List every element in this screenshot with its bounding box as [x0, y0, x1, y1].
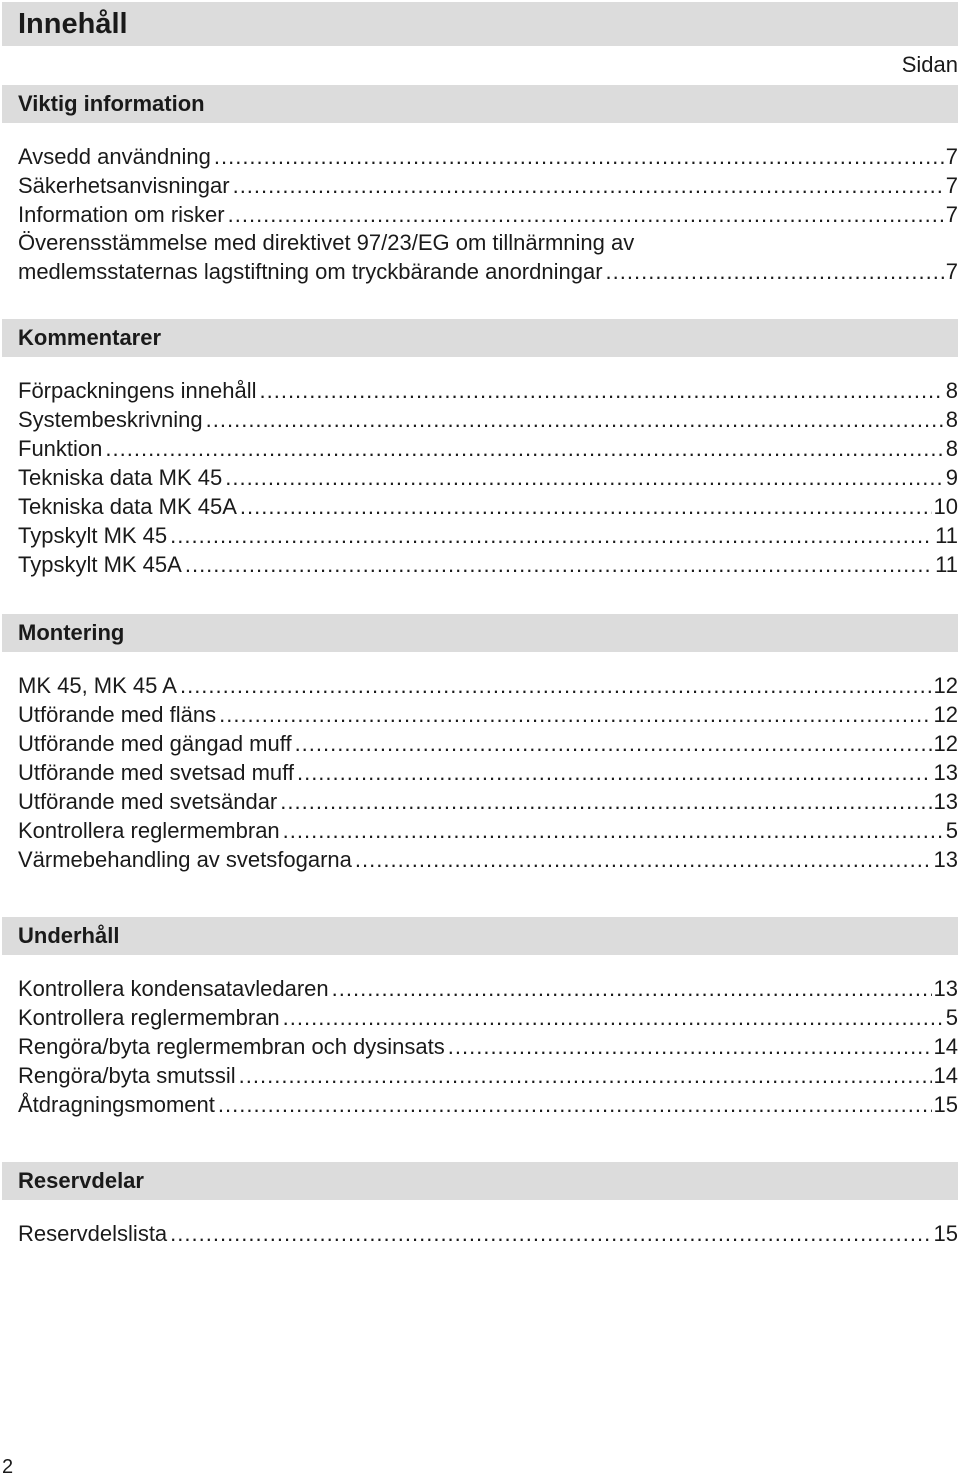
toc-entry-page: 8 [945, 436, 958, 461]
toc-entry-page: 7 [945, 144, 958, 169]
section-entries-kommentarer [18, 376, 958, 579]
toc-entry-label: Avsedd användning [18, 144, 211, 169]
leader-dots [260, 376, 944, 405]
leader-dots [228, 200, 944, 229]
toc-entry[interactable] [18, 787, 958, 816]
toc-entry-label: Rengöra/byta smutssil [18, 1063, 236, 1088]
toc-entry[interactable] [18, 700, 958, 729]
toc-entry-label: medlemsstaternas lagstiftning om tryckbärande anordningar [18, 259, 603, 284]
title-bar [2, 2, 958, 46]
section-heading: Kommentarer [18, 325, 162, 350]
leader-dots [283, 1003, 944, 1032]
section-header-kommentarer [2, 319, 958, 357]
leader-dots [283, 816, 944, 845]
toc-entry[interactable] [18, 521, 958, 550]
toc-entry-page: 12 [933, 702, 958, 727]
toc-entry-label: MK 45, MK 45 A [18, 673, 177, 698]
leader-dots [105, 434, 943, 463]
toc-entry[interactable] [18, 405, 958, 434]
leader-dots [606, 257, 944, 286]
leader-dots [332, 974, 932, 1003]
toc-entry[interactable] [18, 1090, 958, 1119]
page-column-label: Sidan [901, 52, 958, 77]
toc-entry-page: 13 [933, 760, 958, 785]
toc-entry[interactable] [18, 671, 958, 700]
toc-entry-page: 14 [933, 1063, 958, 1088]
toc-entry-page: 13 [933, 847, 958, 872]
section-heading: Underhåll [18, 923, 120, 948]
toc-entry[interactable] [18, 142, 958, 171]
section-heading: Viktig information [18, 91, 205, 116]
leader-dots [225, 463, 944, 492]
toc-entry-page: 14 [933, 1034, 958, 1059]
section-header-underhall [2, 917, 958, 955]
toc-entry[interactable] [18, 816, 958, 845]
toc-entry[interactable] [18, 434, 958, 463]
toc-entry[interactable] [18, 729, 958, 758]
toc-entry[interactable] [18, 758, 958, 787]
toc-entry[interactable] [18, 376, 958, 405]
page-number: 2 [2, 1456, 14, 1478]
section-entries-reservdelar [18, 1219, 958, 1248]
toc-entry-label: Information om risker [18, 202, 225, 227]
toc-entry-label: Förpackningens innehåll [18, 378, 257, 403]
toc-entry-page: 8 [945, 378, 958, 403]
toc-entry[interactable] [18, 1219, 958, 1248]
toc-entry-page: 7 [945, 202, 958, 227]
section-header-montering [2, 614, 958, 652]
toc-entry-label: Säkerhetsanvisningar [18, 173, 230, 198]
toc-entry-label: Systembeskrivning [18, 407, 203, 432]
toc-entry-label: Tekniska data MK 45 [18, 465, 223, 490]
toc-entry-label: Kontrollera reglermembran [18, 1005, 280, 1030]
toc-entry-page: 13 [933, 789, 958, 814]
section-header-reservdelar [2, 1162, 958, 1200]
leader-dots [185, 550, 933, 579]
toc-entry-label: Typskylt MK 45 [18, 523, 168, 548]
section-heading: Reservdelar [18, 1168, 144, 1193]
toc-entry-page: 12 [933, 673, 958, 698]
toc-entry-label: Utförande med svetsad muff [18, 760, 294, 785]
toc-entry-label: Utförande med svetsändar [18, 789, 278, 814]
toc-entry-page: 12 [933, 731, 958, 756]
leader-dots [239, 1061, 932, 1090]
toc-entry-label: Reservdelslista [18, 1221, 168, 1246]
toc-entry-page: 15 [933, 1221, 958, 1246]
toc-entry-label: Åtdragningsmoment [18, 1092, 215, 1117]
section-heading: Montering [18, 620, 125, 645]
toc-entry[interactable] [18, 1032, 958, 1061]
leader-dots [219, 700, 931, 729]
toc-entry[interactable] [18, 1061, 958, 1090]
toc-entry-page: 8 [945, 407, 958, 432]
leader-dots [448, 1032, 932, 1061]
leader-dots [180, 671, 932, 700]
leader-dots [240, 492, 932, 521]
toc-entry[interactable] [18, 492, 958, 521]
leader-dots [206, 405, 944, 434]
toc-entry-label: Kontrollera reglermembran [18, 818, 280, 843]
toc-entry-page: 5 [945, 1005, 958, 1030]
toc-entry-label: Utförande med gängad muff [18, 731, 292, 756]
leader-dots [295, 729, 932, 758]
toc-entry[interactable] [18, 257, 958, 286]
toc-entry[interactable] [18, 463, 958, 492]
toc-entry-label: Rengöra/byta reglermembran och dysinsats [18, 1034, 445, 1059]
leader-dots [233, 171, 944, 200]
toc-entry[interactable] [18, 1003, 958, 1032]
toc-entry[interactable] [18, 200, 958, 229]
toc-entry-page: 13 [933, 976, 958, 1001]
leader-dots [170, 1219, 931, 1248]
leader-dots [218, 1090, 932, 1119]
toc-entry-label-line1[interactable]: Överensstämmelse med direktivet 97/23/EG om tillnärmning av [18, 230, 635, 255]
toc-entry-label: Värmebehandling av svetsfogarna [18, 847, 352, 872]
section-entries-underhall [18, 974, 958, 1119]
toc-entry-label: Typskylt MK 45A [18, 552, 182, 577]
toc-entry-page: 7 [945, 259, 958, 284]
toc-entry-page: 11 [935, 552, 958, 577]
toc-entry-page: 10 [933, 494, 958, 519]
section-entries-montering [18, 671, 958, 874]
toc-entry[interactable] [18, 974, 958, 1003]
leader-dots [280, 787, 931, 816]
section-header-viktig-information [2, 85, 958, 123]
toc-entry[interactable] [18, 171, 958, 200]
toc-entry[interactable] [18, 550, 958, 579]
toc-entry-label: Funktion [18, 436, 103, 461]
leader-dots [170, 521, 933, 550]
section-entries-viktig-information [18, 142, 958, 286]
toc-entry-page: 15 [933, 1092, 958, 1117]
toc-entry-label: Tekniska data MK 45A [18, 494, 237, 519]
toc-entry-page: 5 [945, 818, 958, 843]
toc-entry-label: Utförande med fläns [18, 702, 217, 727]
toc-entry-page: 9 [945, 465, 958, 490]
leader-dots [214, 142, 944, 171]
page-title: Innehåll [18, 8, 128, 40]
leader-dots [297, 758, 932, 787]
toc-entry[interactable] [18, 845, 958, 874]
toc-entry-page: 7 [945, 173, 958, 198]
toc-entry-page: 11 [935, 523, 958, 548]
leader-dots [355, 845, 932, 874]
toc-entry-label: Kontrollera kondensatavledaren [18, 976, 329, 1001]
